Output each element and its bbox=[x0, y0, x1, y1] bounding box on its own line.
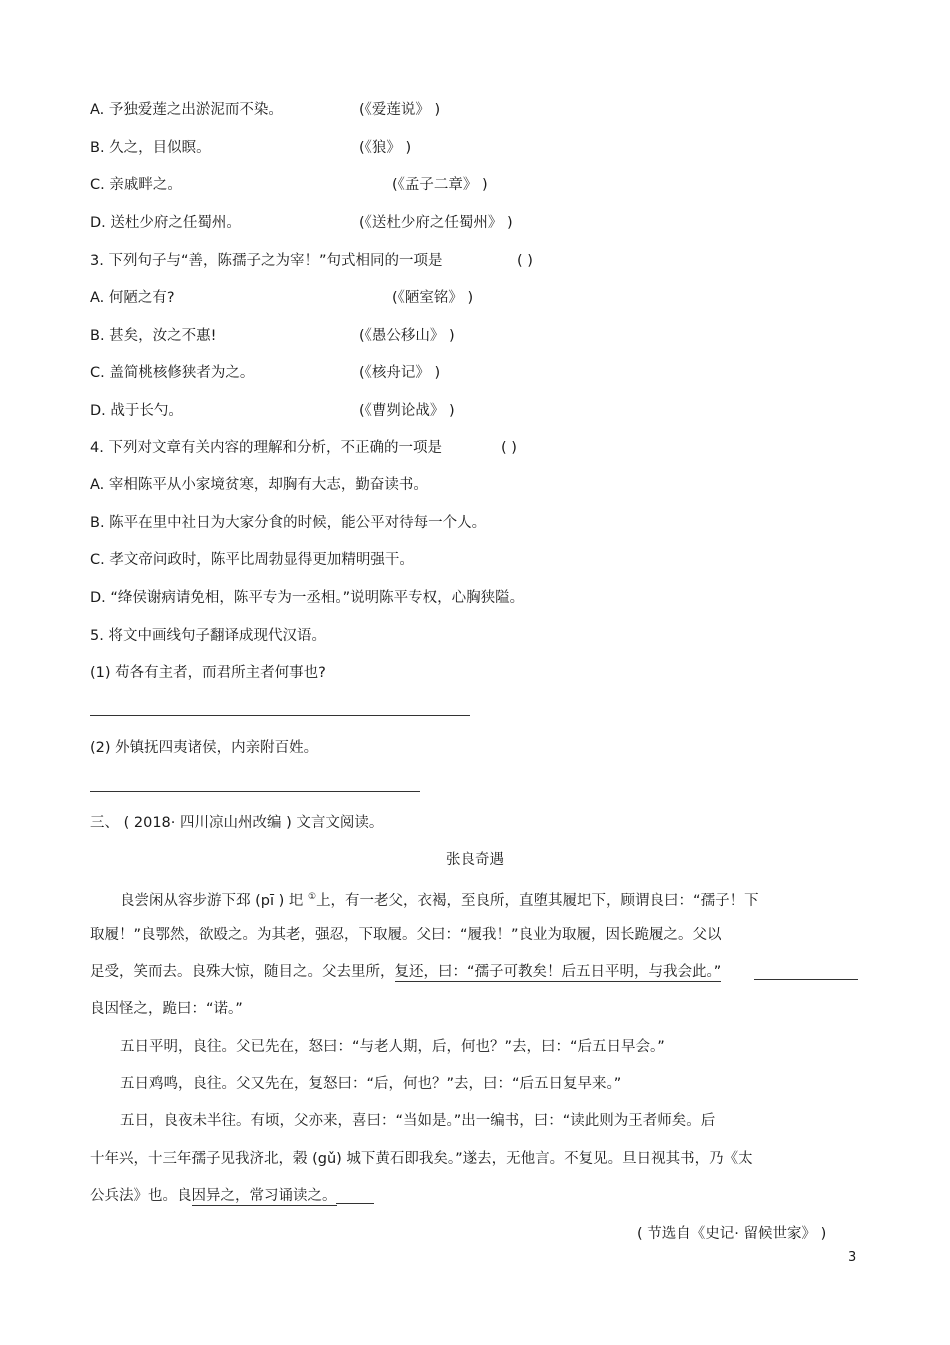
passage-source: ( 节选自《史记· 留候世家》 ) bbox=[637, 1226, 827, 1242]
q3-option-d-source: (《曹刿论战》 ) bbox=[359, 403, 455, 419]
q2-option-b: B. 久之，目似瞑。 bbox=[90, 140, 211, 156]
q3-stem: 3. 下列句子与“善，陈孺子之为宰！”句式相同的一项是 bbox=[90, 253, 443, 269]
q2-option-a-source: (《爱莲说》 ) bbox=[359, 102, 441, 118]
q4-option-a: A. 宰相陈平从小家境贫寒，却胸有大志，勤奋读书。 bbox=[90, 477, 428, 493]
q3-option-a-source: (《陋室铭》 ) bbox=[392, 290, 474, 306]
q5-answer-line-1[interactable] bbox=[90, 715, 470, 716]
underline-extension-2 bbox=[336, 1203, 374, 1204]
q2-option-a: A. 予独爱莲之出淤泥而不染。 bbox=[90, 102, 283, 118]
page-number: 3 bbox=[848, 1250, 857, 1265]
underlined-sentence-2: 因异之，常习诵读之。 bbox=[191, 1188, 337, 1204]
q3-option-b-source: (《愚公移山》 ) bbox=[359, 328, 455, 344]
passage-title: 张良奇遇 bbox=[446, 852, 504, 868]
q2-option-b-source: (《狼》 ) bbox=[359, 140, 412, 156]
q3-option-d: D. 战于长勺。 bbox=[90, 403, 183, 419]
q2-option-d-source: (《送杜少府之任蜀州》 ) bbox=[359, 215, 513, 231]
q4-option-b: B. 陈平在里中社日为大家分食的时候，能公平对待每一个人。 bbox=[90, 515, 487, 531]
q2-option-c-source: (《孟子二章》 ) bbox=[392, 177, 488, 193]
q3-option-c: C. 盖简桃核修狭者为之。 bbox=[90, 365, 255, 381]
passage-p4-line-3: 公兵法》也。良因异之，常习诵读之。 bbox=[90, 1188, 337, 1204]
footnote-marker: ① bbox=[307, 892, 317, 902]
q2-option-d: D. 送杜少府之任蜀州。 bbox=[90, 215, 241, 231]
q3-answer-paren: ( ) bbox=[517, 253, 533, 269]
q3-option-b: B. 甚矣，汝之不惠! bbox=[90, 328, 217, 344]
q2-option-c: C. 亲戚畔之。 bbox=[90, 177, 182, 193]
q5-item-1: (1) 苟各有主者，而君所主者何事也? bbox=[90, 665, 326, 681]
passage-p3: 五日鸡鸣，良往。父又先在，复怒曰：“后，何也？”去，曰：“后五日复早来。” bbox=[120, 1076, 622, 1092]
q5-item-2: (2) 外镇抚四夷诸侯，内亲附百姓。 bbox=[90, 740, 319, 756]
section-3-heading: 三、 ( 2018· 四川凉山州改编 ) 文言文阅读。 bbox=[90, 815, 384, 831]
passage-p1-line-1: 良尝闲从容步游下邳 (pī ) 圯 ①上，有一老父，衣褐，至良所，直堕其履圯下，顾谓良曰：“孺子！下 bbox=[120, 892, 759, 909]
passage-p4-line-2: 十年兴，十三年孺子见我济北，榖 (gǔ) 城下黄石即我矣。”遂去，无他言。不复见。旦日视其书，乃《太 bbox=[90, 1151, 753, 1167]
passage-p1-line-2: 取履！”良鄂然，欲殴之。为其老，强忍，下取履。父曰：“履我！”良业为取履，因长跪履之。父以 bbox=[90, 927, 722, 943]
underlined-sentence-1: 复还，曰：“孺子可教矣！后五日平明，与我会此。” bbox=[394, 964, 722, 980]
q4-option-d: D. “绛侯谢病请免相，陈平专为一丞相。”说明陈平专权，心胸狭隘。 bbox=[90, 590, 525, 606]
q5-stem: 5. 将文中画线句子翻译成现代汉语。 bbox=[90, 628, 326, 644]
passage-p1-line-4: 良因怪之，跪曰：“诺。” bbox=[90, 1001, 243, 1017]
passage-p2: 五日平明，良往。父已先在，怒曰：“与老人期，后，何也？”去，曰：“后五日早会。” bbox=[120, 1039, 665, 1055]
q3-option-c-source: (《核舟记》 ) bbox=[359, 365, 441, 381]
q5-answer-line-2[interactable] bbox=[90, 791, 420, 792]
q3-option-a: A. 何陋之有? bbox=[90, 290, 175, 306]
underline-extension bbox=[754, 979, 858, 980]
passage-p4-line-1: 五日，良夜未半往。有顷，父亦来，喜曰：“当如是。”出一编书，曰：“读此则为王者师矣。后 bbox=[120, 1113, 716, 1129]
q4-stem: 4. 下列对文章有关内容的理解和分析，不正确的一项是 bbox=[90, 440, 442, 456]
q4-answer-paren: ( ) bbox=[501, 440, 517, 456]
q4-option-c: C. 孝文帝问政时，陈平比周勃显得更加精明强干。 bbox=[90, 552, 414, 568]
passage-p1-line-3: 足受，笑而去。良殊大惊，随目之。父去里所，复还，曰：“孺子可教矣！后五日平明，与我会此。” bbox=[90, 964, 722, 980]
